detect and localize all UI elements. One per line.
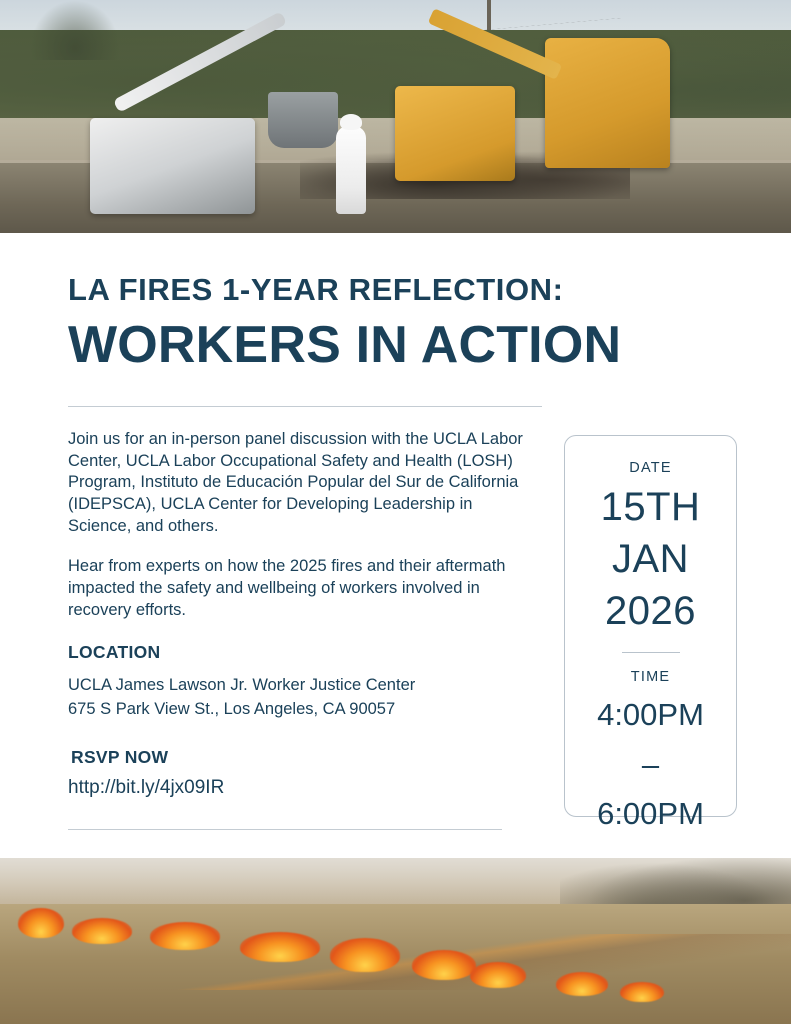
time-end: 6:00PM xyxy=(597,796,704,832)
divider-top xyxy=(68,406,542,407)
divider-bottom xyxy=(68,829,502,830)
date-month: JAN xyxy=(611,537,690,581)
flame xyxy=(18,908,64,938)
paragraph-two: Hear from experts on how the 2025 fires and their aftermath impacted the safety and wellbeing of workers involved in recovery efforts. xyxy=(68,557,506,620)
flyer-content xyxy=(0,233,791,858)
flame xyxy=(150,922,220,950)
excavator-right xyxy=(545,38,670,168)
bottom-photo-grass-fire xyxy=(0,858,791,1024)
loader-bucket xyxy=(268,92,338,148)
excavator-middle xyxy=(395,86,515,181)
date-time-card xyxy=(564,435,737,832)
flame xyxy=(620,982,664,1002)
date-year: 2026 xyxy=(605,589,696,633)
rsvp-heading: RSVP NOW xyxy=(71,746,169,767)
flame xyxy=(470,962,526,988)
flame xyxy=(72,918,132,944)
time-label: TIME xyxy=(630,669,671,685)
date-day: 15TH xyxy=(600,485,701,529)
time-dash: – xyxy=(641,746,660,782)
location-heading: LOCATION xyxy=(68,642,161,663)
location-line-two: 675 S Park View St., Los Angeles, CA 90057 xyxy=(68,699,396,718)
paragraph-one: Join us for an in-person panel discussion with the UCLA Labor Center, UCLA Labor Occupational Safety and Health (LOSH) Program, Instituto de Educación Popular del Sur de California (IDEPSCA), UCLA Center for Developing Leadership in Science, and others. xyxy=(68,429,523,536)
flame xyxy=(240,932,320,962)
body-copy xyxy=(68,429,538,799)
skid-steer-loader xyxy=(90,118,255,214)
flame xyxy=(330,938,400,972)
kicker-text: LA FIRES 1-YEAR REFLECTION: xyxy=(68,272,564,307)
date-label: DATE xyxy=(629,460,672,476)
card-divider xyxy=(622,652,680,653)
page-title: WORKERS IN ACTION xyxy=(68,315,622,374)
top-photo-debris-removal xyxy=(0,0,791,233)
flame xyxy=(412,950,476,980)
time-start: 4:00PM xyxy=(597,697,704,732)
tree-canopy xyxy=(30,0,120,60)
worker-in-protective-suit xyxy=(336,126,366,214)
flame xyxy=(556,972,608,996)
rsvp-link[interactable]: http://bit.ly/4jx09IR xyxy=(68,776,225,798)
location-line-one: UCLA James Lawson Jr. Worker Justice Center xyxy=(68,676,416,695)
